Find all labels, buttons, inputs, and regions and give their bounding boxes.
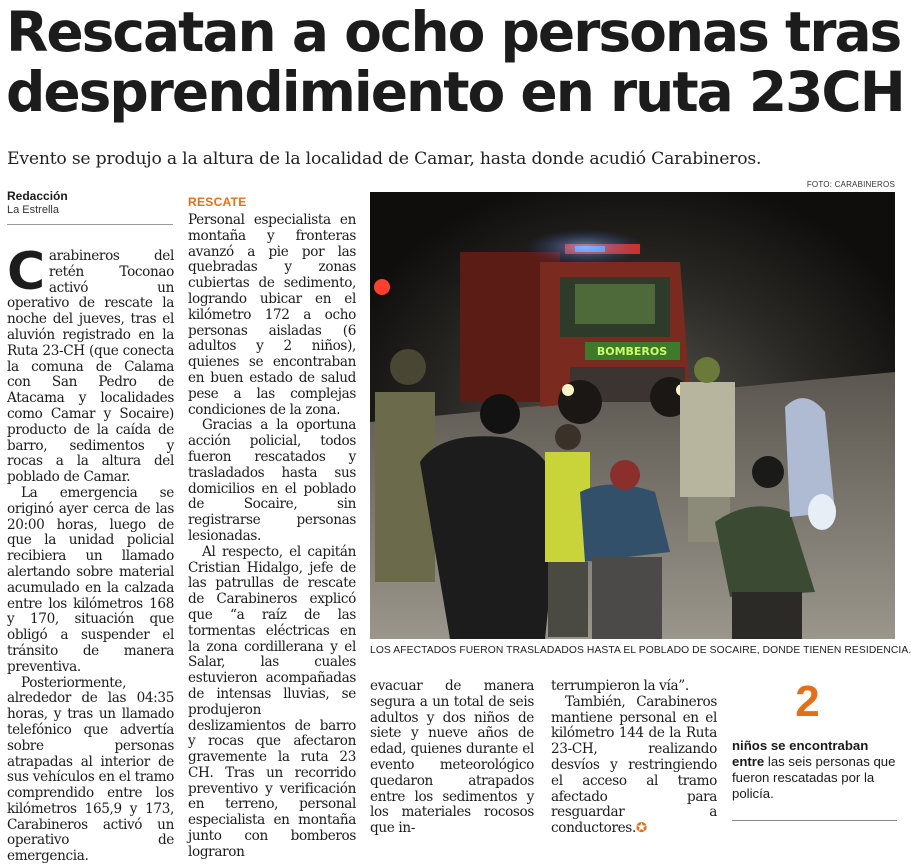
article-paragraph: La emergencia se originó ayer cerca de las 20:00 horas, luego de que la unidad policial recibiera un llamado alertando sobre material acumulado en la calzada entre los kilómetros 168 y 170, situación que obligó a suspender el tránsito de manera preventiva. bbox=[7, 484, 174, 675]
drop-cap: C bbox=[7, 242, 45, 302]
night-rescue-scene-image bbox=[370, 192, 895, 639]
article-paragraph bbox=[7, 242, 174, 486]
article-column-1 bbox=[7, 242, 174, 865]
stat-divider bbox=[732, 820, 897, 821]
article-paragraph: terrumpieron la vía”. bbox=[551, 678, 689, 694]
article-column-4 bbox=[551, 679, 717, 837]
stat-callout bbox=[732, 678, 897, 802]
byline-outlet: La Estrella bbox=[7, 204, 59, 216]
byline bbox=[7, 189, 68, 217]
article-paragraph: Al respecto, el capitán Cristian Hidalgo, jefe de las patrullas de rescate de Carabineros explicó que “a raíz de las tormentas eléctricas en la zona cordillerana y el Salar, las cuales estuvieron acompañadas de intensas lluvias, se produjeron deslizamientos de barro y rocas que afectaron gravemente la ruta 23 CH. Tras un recorrido preventivo y verificación en terreno, personal especialista en montaña junto con bomberos lograron bbox=[188, 543, 356, 860]
article-paragraph: Personal especialista en montaña y fronteras avanzó a pie por las quebradas y zonas cubiertas de sedimento, logrando ubicar en el kilómetro 172 a ocho personas aisladas (6 adultos y 2 niños), quienes se encontraban en buen estado de salud pese a las complejas condiciones de la zona. bbox=[188, 212, 356, 418]
subheadline: Evento se produjo a la altura de la localidad de Camar, hasta donde acudió Carabineros. bbox=[7, 149, 762, 169]
photo-caption: LOS AFECTADOS FUERON TRASLADADOS HASTA EL POBLADO DE SOCAIRE, DONDE TIENEN RESIDENCIA. bbox=[370, 645, 911, 656]
paragraph-text: También, Carabineros mantiene personal en el kilómetro 144 de la Ruta 23-CH, realizando desvíos y restringiendo el acceso al tramo afectado para resguardar a conductores. bbox=[551, 693, 717, 837]
stat-text-bold: niños se encontraban entre bbox=[732, 738, 869, 769]
paragraph-text: arabineros del retén Toconao activó un operativo de rescate la noche del jueves, tras el aluvión registrado en la Ruta 23-CH (que conecta la comuna de Calama con San Pedro de Atacama y localidades como Camar y Socaire) producto de la caída de barro, sedimentos y rocas a la altura del poblado de Camar. bbox=[7, 248, 174, 486]
byline-author: Redacción bbox=[7, 189, 68, 203]
article-column-3 bbox=[370, 679, 534, 837]
headline-line-1: Rescatan a ocho personas tras bbox=[6, 0, 901, 64]
article-paragraph: Gracias a la oportuna acción policial, todos fueron rescatados y trasladados hasta sus domicilios en el poblado de Socaire, sin registrarse personas lesionadas. bbox=[188, 417, 356, 544]
article-column-2 bbox=[188, 213, 356, 861]
truck-lettering: BOMBEROS bbox=[596, 345, 668, 358]
stat-text-rest: las seis personas que fueron rescatadas por la policía. bbox=[732, 754, 896, 801]
article-paragraph bbox=[551, 695, 717, 837]
byline-divider bbox=[7, 224, 173, 225]
section-kicker: RESCATE bbox=[188, 195, 247, 209]
headline bbox=[6, 0, 904, 124]
headline-line-2: desprendimiento en ruta 23CH bbox=[6, 60, 904, 124]
article-paragraph: evacuar de manera segura a un total de seis adultos y dos niños de siete y nueve años de edad, quienes durante el evento meteorológico quedaron atrapados entre los sedimentos y los materiales rocosos que in- bbox=[370, 678, 534, 837]
stat-text bbox=[732, 738, 897, 802]
end-mark-icon: ✪ bbox=[635, 820, 647, 837]
news-photo bbox=[370, 192, 895, 639]
article-paragraph: Posteriormente, alrededor de las 04:35 horas, y tras un llamado telefónico que advertía sobre personas atrapadas al interior de sus vehículos en el tramo comprendido entre los kilómetros 165,9 y 173, Carabineros activó un operativo de emergencia. bbox=[7, 674, 174, 865]
photo-credit: FOTO: CARABINEROS bbox=[806, 180, 895, 189]
stat-number: 2 bbox=[795, 677, 820, 726]
